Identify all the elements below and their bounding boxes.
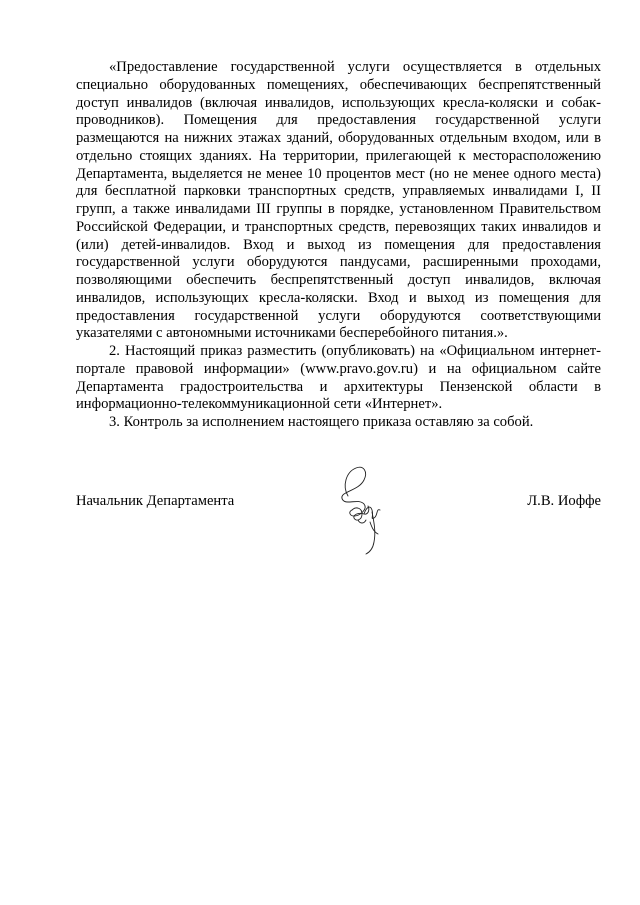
document-body xyxy=(76,59,601,432)
paragraph-control-clause: 3. Контроль за исполнением настоящего приказа оставляю за собой. xyxy=(109,414,534,430)
signer-title: Начальник Департамента xyxy=(76,493,235,509)
handwritten-signature xyxy=(330,460,400,560)
paragraph-publication-clause: 2. Настоящий приказ разместить (опубликовать) на «Официальном интернет-портале правовой информации» (www.pravo.gov.ru) и на официальном сайте Департамента градостроительства и архитектуры Пензенской области в информационно-телекоммуникационной сети «Интернет». xyxy=(76,343,601,413)
signer-name: Л.В. Иоффе xyxy=(527,493,601,509)
paragraph-accessibility-clause: «Предоставление государственной услуги осуществляется в отдельных специально оборудованных помещениях, обеспечивающих беспрепятственный доступ инвалидов (включая инвалидов, использующих кресла-коляски и собак-проводников). Помещения для предоставления государственной услуги размещаются на нижних этажах зданий, оборудованных отдельным входом, или в отдельно стоящих зданиях. На территории, прилегающей к месторасположению Департамента, выделяется не менее 10 процентов мест (но не менее одного места) для бесплатной парковки транспортных средств, управляемых инвалидами I, II групп, а также инвалидами III группы в порядке, установленном Правительством Российской Федерации, и транспортных средств, перевозящих таких инвалидов и (или) детей-инвалидов. Вход и выход из помещения для предоставления государственной услуги оборудуются пандусами, расширенными проходами, позволяющими обеспечить беспрепятственный доступ инвалидов, включая инвалидов, использующих кресла-коляски. Вход и выход из помещения для предоставления государственной услуги оборудуются соответствующими указателями с автономными источниками бесперебойного питания.». xyxy=(76,59,601,342)
